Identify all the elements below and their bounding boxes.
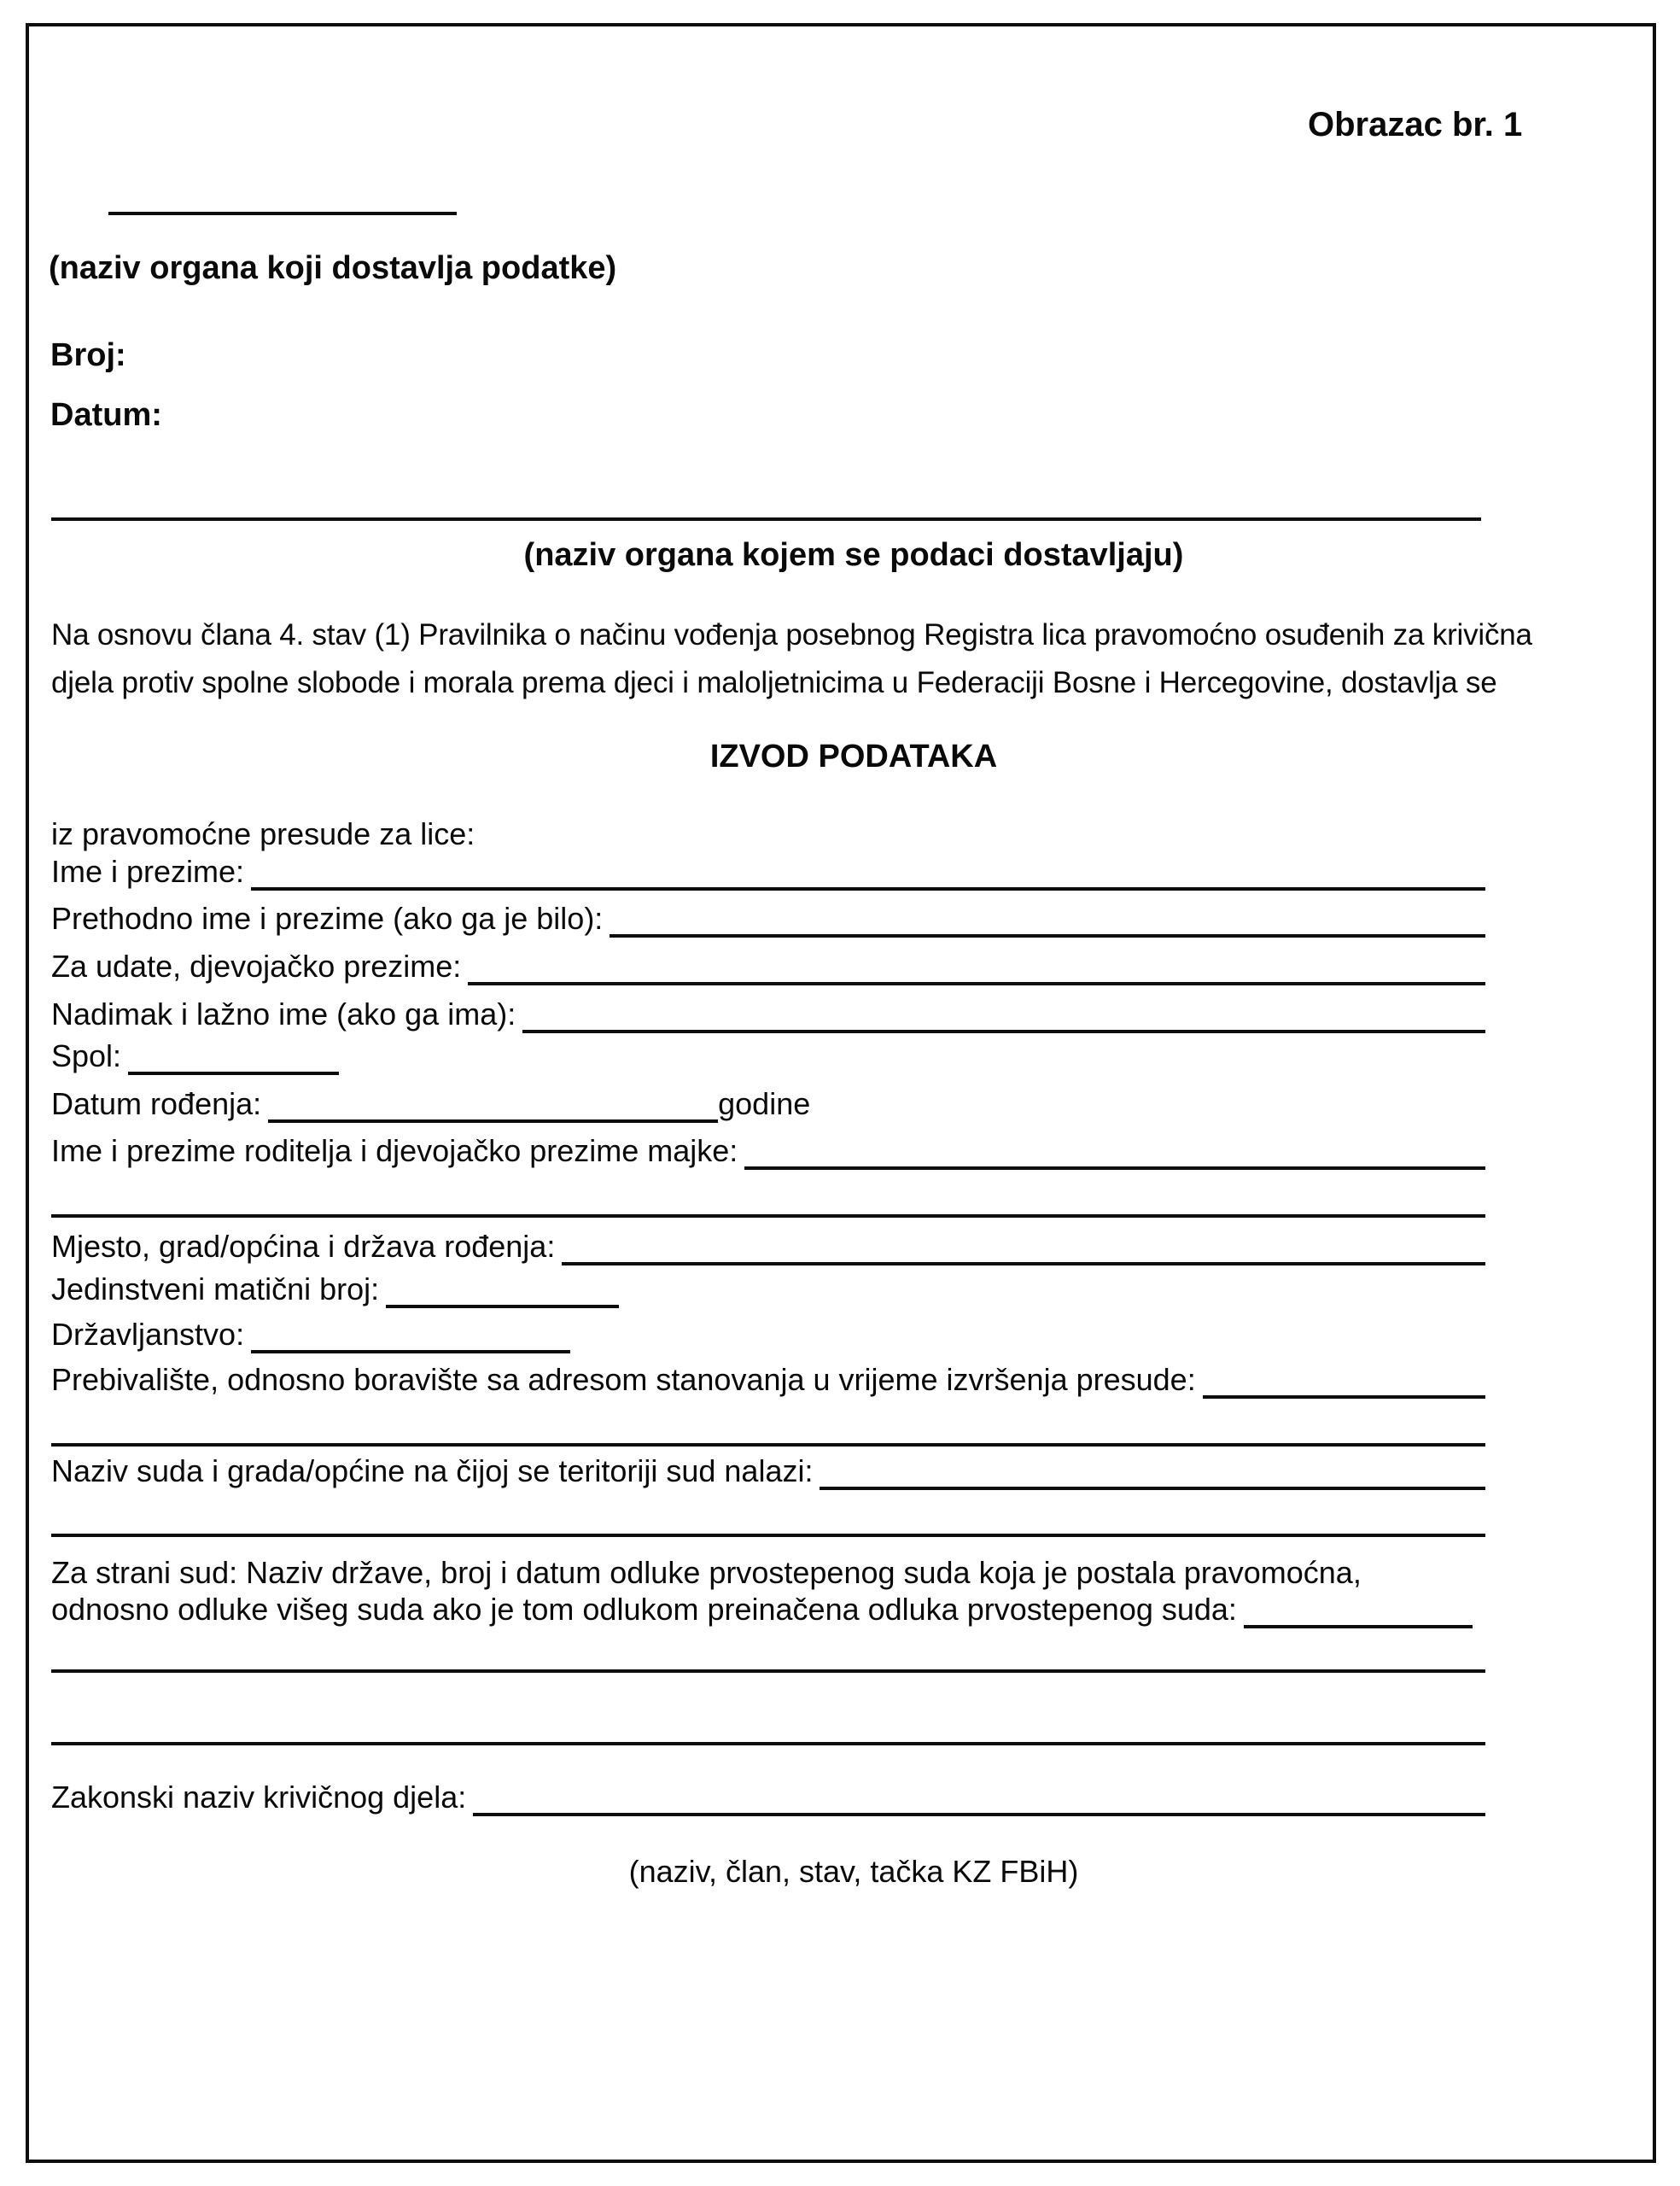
field-label-jmb: Jedinstveni matični broj: [51,1271,380,1306]
field-blank-line-prebivaliste [1203,1395,1485,1399]
document-title: IZVOD PODATAKA [709,739,998,774]
foreign-court-line-2: odnosno odluke višeg suda ako je tom odlukom preinačena odluka prvostepenog suda: [51,1592,1237,1627]
form-number: Obrazac br. 1 [1308,106,1523,143]
field-row-datum-rodjenja [51,1084,810,1123]
field-blank-line-roditelji [744,1166,1485,1170]
field-row-ime-i-prezime [51,851,1485,891]
sender-caption: (naziv organa koji dostavlja podatke) [49,250,617,286]
field-blank-line-datum-rodjenja [268,1119,718,1123]
field-row-jmb [51,1269,619,1308]
field-blank-line-drzavljanstvo [251,1350,570,1353]
field-row-roditelji [51,1131,1485,1170]
field-label-spol: Spol: [51,1038,122,1073]
field-row-prebivaliste [51,1359,1485,1399]
field-label-prebivaliste: Prebivalište, odnosno boravište sa adresom stanovanja u vrijeme izvršenja presude: [51,1362,1196,1397]
field-label-drzavljanstvo: Državljanstvo: [51,1317,245,1352]
field-row-naziv-suda [51,1451,1485,1490]
legal-basis-line-2: djela protiv spolne slobode i morala prema djeci i maloljetnicima u Federaciji Bosne i Hercegovine, dostavlja se [51,666,1497,699]
recipient-caption: (naziv organa kojem se podaci dostavljaju) [523,537,1184,573]
field-label-roditelji: Ime i prezime roditelja i djevojačko prezime majke: [51,1133,738,1168]
sender-number-label: Broj: [50,337,126,373]
field-blank-line-mjesto-rodjenja [562,1262,1485,1265]
sender-name-blank-line [108,212,457,215]
field-label-ime-i-prezime: Ime i prezime: [51,854,245,889]
field-blank-line-jmb [386,1305,619,1308]
blank-continuation-line-3 [51,1534,1485,1537]
field-blank-line-ime-i-prezime [251,887,1485,891]
field-row-zakonski-naziv [51,1777,1485,1816]
field-label-naziv-suda: Naziv suda i grada/općine na čijoj se teritoriji sud nalazi: [51,1453,814,1488]
foreign-court-line-1: Za strani sud: Naziv države, broj i datum odluke prvostepenog suda koja je postala pravomoćna, [51,1555,1362,1590]
blank-continuation-line-1 [51,1214,1485,1218]
offense-caption: (naziv, član, stav, tačka KZ FBiH) [628,1854,1079,1889]
field-label-datum-rodjenja: Datum rođenja: [51,1086,262,1121]
field-suffix-godine: godine [718,1086,811,1121]
field-label-mjesto-rodjenja: Mjesto, grad/općina i država rođenja: [51,1229,556,1264]
field-blank-line-prethodno-ime [610,934,1485,938]
field-blank-line-spol [128,1072,339,1075]
field-blank-line-za-udate [468,982,1485,985]
blank-continuation-line-2 [51,1443,1485,1447]
field-blank-line-naziv-suda [820,1487,1485,1490]
field-row-foreign-court [51,1589,1473,1628]
field-blank-line-zakonski-naziv [473,1813,1485,1816]
field-blank-line-foreign-court [1244,1625,1473,1628]
field-label-nadimak: Nadimak i lažno ime (ako ga ima): [51,997,516,1032]
field-row-za-udate [51,946,1485,985]
field-label-zakonski-naziv: Zakonski naziv krivičnog djela: [51,1780,467,1815]
field-row-spol [51,1036,339,1075]
intro-text: iz pravomoćne presude za lice: [51,816,475,851]
blank-continuation-line-5 [51,1742,1485,1745]
field-row-mjesto-rodjenja [51,1226,1485,1265]
field-row-nadimak [51,994,1485,1033]
sender-date-label: Datum: [50,397,162,433]
blank-continuation-line-4 [51,1669,1485,1673]
recipient-name-blank-line [51,517,1481,521]
field-row-drzavljanstvo [51,1314,570,1353]
legal-basis-line-1: Na osnovu člana 4. stav (1) Pravilnika o načinu vođenja posebnog Registra lica pravomoćno osuđenih za krivična [51,618,1532,652]
field-label-prethodno-ime: Prethodno ime i prezime (ako ga je bilo): [51,901,604,936]
field-label-za-udate: Za udate, djevojačko prezime: [51,949,462,984]
field-blank-line-nadimak [522,1030,1485,1033]
field-row-prethodno-ime [51,898,1485,938]
